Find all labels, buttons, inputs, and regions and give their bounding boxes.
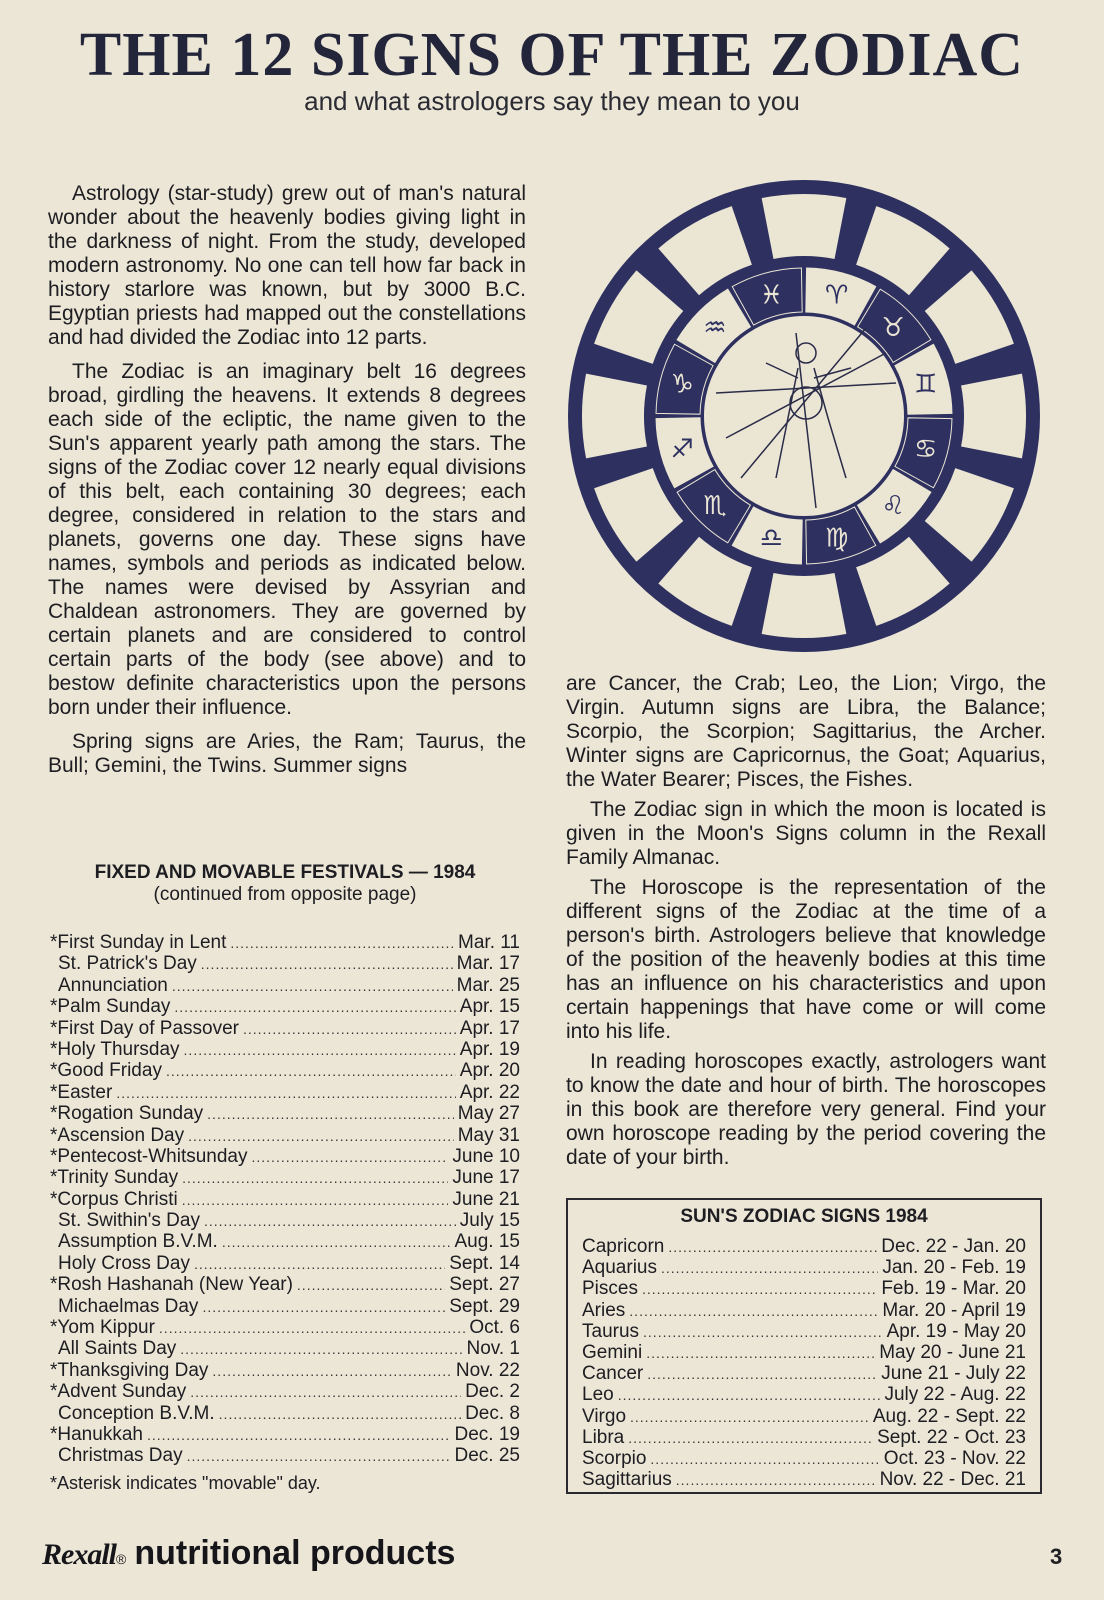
article-paragraph-4: The Zodiac sign in which the moon is located is given in the Moon's Signs column in the Rexall Family Almanac. bbox=[566, 798, 1046, 869]
sun-sign-row bbox=[582, 1236, 1026, 1257]
article-paragraph-6: In reading horoscopes exactly, astrologers want to know the date and hour of birth. The horoscopes in this book are therefore very general. Find your own horoscope reading by the period covering the date of your birth. bbox=[566, 1050, 1046, 1169]
festival-row bbox=[50, 1082, 520, 1103]
dot-leader bbox=[182, 1190, 449, 1211]
festivals-section bbox=[50, 862, 520, 1494]
festival-date: July 15 bbox=[459, 1210, 520, 1232]
registered-mark: ® bbox=[116, 1551, 127, 1567]
dot-leader bbox=[207, 1104, 454, 1125]
sun-sign-name: Gemini bbox=[582, 1341, 643, 1363]
sun-sign-dates: Aug. 22 - Sept. 22 bbox=[872, 1405, 1026, 1427]
festival-row bbox=[50, 1146, 520, 1167]
dot-leader bbox=[116, 1083, 455, 1104]
festival-date: Sept. 29 bbox=[449, 1295, 520, 1317]
sun-sign-dates: Mar. 20 - April 19 bbox=[882, 1299, 1026, 1321]
sun-sign-name: Leo bbox=[582, 1384, 614, 1406]
festival-date: Apr. 17 bbox=[459, 1017, 520, 1039]
festival-row bbox=[50, 1018, 520, 1039]
dot-leader bbox=[230, 933, 454, 954]
sun-sign-row bbox=[582, 1406, 1026, 1427]
wheel-center bbox=[704, 316, 904, 516]
festival-date: Apr. 22 bbox=[459, 1081, 520, 1103]
festival-date: June 17 bbox=[452, 1167, 520, 1189]
festival-row bbox=[50, 1317, 520, 1338]
dot-leader bbox=[676, 1470, 876, 1491]
festival-name: Christmas Day bbox=[58, 1445, 183, 1467]
zodiac-animal-panel bbox=[762, 573, 847, 638]
article-paragraph-3-continued: are Cancer, the Crab; Leo, the Lion; Virgo, the Virgin. Autumn signs are Libra, the Balance; Scorpio, the Scorpion; Sagittarius, the Archer. Winter signs are Capricornus, the Goat; Aquarius, the Water Bearer; Pisces, the Fishes. bbox=[566, 672, 1046, 791]
sun-sign-row bbox=[582, 1363, 1026, 1384]
dot-leader bbox=[204, 1211, 456, 1232]
sun-sign-row bbox=[582, 1278, 1026, 1299]
sun-sign-name: Libra bbox=[582, 1426, 625, 1448]
festival-row bbox=[50, 1039, 520, 1060]
festival-name: *First Sunday in Lent bbox=[50, 932, 227, 953]
page-title: THE 12 SIGNS OF THE ZODIAC bbox=[79, 21, 1025, 89]
sun-sign-dates: July 22 - Aug. 22 bbox=[884, 1384, 1026, 1406]
festival-date: Aug. 15 bbox=[454, 1231, 520, 1253]
festival-date: Dec. 8 bbox=[465, 1402, 520, 1424]
festival-date: Nov. 22 bbox=[455, 1359, 520, 1381]
festival-row bbox=[50, 1103, 520, 1124]
sun-sign-dates: Dec. 22 - Jan. 20 bbox=[881, 1236, 1026, 1257]
zodiac-glyph: ♋ bbox=[914, 434, 938, 465]
sun-sign-name: Sagittarius bbox=[582, 1469, 672, 1491]
zodiac-glyph: ♉ bbox=[881, 312, 905, 343]
festival-name: *Thanksgiving Day bbox=[50, 1359, 209, 1381]
zodiac-glyph: ♏ bbox=[703, 491, 727, 522]
dot-leader bbox=[194, 1254, 445, 1275]
festival-date: Dec. 19 bbox=[454, 1423, 520, 1445]
dot-leader bbox=[187, 1446, 451, 1467]
sun-sign-name: Cancer bbox=[582, 1363, 644, 1385]
article-paragraph-1: Astrology (star-study) grew out of man's natural wonder about the heavenly bodies giving light in the darkness of night. From the study, developed modern astronomy. No one can tell how far back in history starlore was known, but by 3000 B.C. Egyptian priests had mapped out the constellations and had divided the Zodiac into 12 parts. bbox=[48, 182, 526, 349]
festival-row bbox=[50, 1060, 520, 1081]
festival-date: June 21 bbox=[452, 1188, 520, 1210]
sun-sign-row bbox=[582, 1342, 1026, 1363]
dot-leader bbox=[180, 1339, 462, 1360]
festival-name: *Easter bbox=[50, 1081, 113, 1103]
festival-row bbox=[50, 1210, 520, 1231]
footer-brand bbox=[42, 1534, 455, 1573]
festival-date: Apr. 20 bbox=[459, 1060, 520, 1082]
zodiac-glyph: ♑ bbox=[670, 369, 694, 400]
sun-sign-row bbox=[582, 1321, 1026, 1342]
dot-leader bbox=[212, 1361, 452, 1382]
zodiac-glyph: ♊ bbox=[914, 369, 938, 400]
dot-leader bbox=[628, 1428, 873, 1449]
festival-date: Mar. 11 bbox=[458, 932, 520, 953]
dot-leader bbox=[243, 1019, 456, 1040]
dot-leader bbox=[618, 1385, 881, 1406]
festival-name: *Hanukkah bbox=[50, 1423, 143, 1445]
festival-date: Sept. 27 bbox=[449, 1274, 520, 1296]
article-paragraph-5: The Horoscope is the representation of the different signs of the Zodiac at the time of a person's birth. Astrologers believe that knowledge of the position of the heavenly bodies at this time has an influence on his characteristics and upon certain happenings that have come or will come into his life. bbox=[566, 876, 1046, 1043]
zodiac-glyph: ♌ bbox=[881, 491, 905, 522]
article-paragraph-2: The Zodiac is an imaginary belt 16 degrees broad, girdling the heavens. It extends 8 degrees each side of the ecliptic, the name given to the Sun's apparent yearly path among the stars. The signs of the Zodiac cover 12 nearly equal divisions of this belt, each containing 30 degrees; each degree, considered in relation to the stars and planets, governs one day. These signs have names, symbols and periods as indicated below. The names were devised by Assyrian and Chaldean astronomers. They are governed by certain planets and are considered to control certain parts of the body (see above) and to bestow definite characteristics upon the persons born under their influence. bbox=[48, 360, 526, 719]
dot-leader bbox=[642, 1279, 877, 1300]
sun-sign-dates: Sept. 22 - Oct. 23 bbox=[877, 1426, 1026, 1448]
sun-sign-row bbox=[582, 1384, 1026, 1405]
dot-leader bbox=[219, 1404, 461, 1425]
festival-name: *Corpus Christi bbox=[50, 1188, 178, 1210]
dot-leader bbox=[190, 1382, 461, 1403]
festival-row bbox=[50, 1424, 520, 1445]
festival-date: Nov. 1 bbox=[466, 1338, 520, 1360]
festival-name: Holy Cross Day bbox=[58, 1252, 190, 1274]
dot-leader bbox=[646, 1343, 875, 1364]
festival-name: St. Swithin's Day bbox=[58, 1210, 200, 1232]
festival-row bbox=[50, 996, 520, 1017]
dot-leader bbox=[188, 1126, 454, 1147]
festival-date: May 31 bbox=[457, 1124, 520, 1146]
zodiac-wheel-illustration bbox=[566, 178, 1042, 654]
festival-row bbox=[50, 1125, 520, 1146]
festival-row bbox=[50, 932, 520, 953]
festival-name: Michaelmas Day bbox=[58, 1295, 199, 1317]
festivals-title: FIXED AND MOVABLE FESTIVALS — 1984 bbox=[94, 862, 476, 883]
zodiac-animal-panel bbox=[582, 374, 647, 459]
dot-leader bbox=[182, 1168, 448, 1189]
festival-name: *Advent Sunday bbox=[50, 1381, 187, 1403]
dot-leader bbox=[201, 954, 453, 975]
sun-sign-name: Pisces bbox=[582, 1278, 638, 1300]
festival-row bbox=[50, 1445, 520, 1466]
festival-row bbox=[50, 1231, 520, 1252]
sun-sign-dates: Oct. 23 - Nov. 22 bbox=[883, 1447, 1026, 1469]
footer-tagline: nutritional products bbox=[134, 1534, 456, 1572]
dot-leader bbox=[647, 1364, 877, 1385]
festival-name: *Palm Sunday bbox=[50, 996, 171, 1018]
article-left-column bbox=[48, 182, 526, 788]
sun-sign-dates: Jan. 20 - Feb. 19 bbox=[882, 1257, 1026, 1279]
festival-name: Assumption B.V.M. bbox=[58, 1231, 218, 1253]
page-number: 3 bbox=[1050, 1544, 1063, 1569]
dot-leader bbox=[252, 1147, 449, 1168]
festival-name: *First Day of Passover bbox=[50, 1017, 239, 1039]
sun-sign-name: Aquarius bbox=[582, 1257, 657, 1279]
sun-sign-row bbox=[582, 1300, 1026, 1321]
festival-date: June 10 bbox=[452, 1145, 520, 1167]
zodiac-glyph: ♒ bbox=[703, 312, 727, 343]
festival-name: Conception B.V.M. bbox=[58, 1402, 215, 1424]
festival-name: *Yom Kippur bbox=[50, 1317, 155, 1339]
festival-date: Mar. 25 bbox=[456, 974, 520, 996]
festival-row bbox=[50, 1274, 520, 1295]
sun-sign-name: Scorpio bbox=[582, 1447, 647, 1469]
dot-leader bbox=[668, 1237, 877, 1258]
festival-name: All Saints Day bbox=[58, 1338, 177, 1360]
festival-row bbox=[50, 1167, 520, 1188]
article-paragraph-3: Spring signs are Aries, the Ram; Taurus, the Bull; Gemini, the Twins. Summer signs bbox=[48, 730, 526, 777]
festival-date: Apr. 19 bbox=[459, 1038, 520, 1060]
page-subtitle: and what astrologers say they mean to you bbox=[304, 86, 800, 116]
festivals-footnote: *Asterisk indicates "movable" day. bbox=[50, 1472, 321, 1493]
festival-name: *Holy Thursday bbox=[50, 1038, 180, 1060]
zodiac-glyph: ♎ bbox=[759, 523, 784, 554]
festival-row bbox=[50, 1296, 520, 1317]
festival-name: *Trinity Sunday bbox=[50, 1167, 179, 1189]
dot-leader bbox=[222, 1232, 451, 1253]
sun-sign-row bbox=[582, 1469, 1026, 1490]
festival-date: Mar. 17 bbox=[456, 953, 520, 975]
sun-signs-list bbox=[582, 1236, 1026, 1490]
festival-name: Annunciation bbox=[58, 974, 168, 996]
festival-name: St. Patrick's Day bbox=[58, 953, 197, 975]
sun-sign-name: Capricorn bbox=[582, 1236, 665, 1257]
festival-date: Dec. 2 bbox=[465, 1381, 520, 1403]
dot-leader bbox=[202, 1297, 445, 1318]
dot-leader bbox=[184, 1040, 456, 1061]
festivals-list bbox=[50, 932, 520, 1467]
festival-row bbox=[50, 975, 520, 996]
dot-leader bbox=[661, 1258, 878, 1279]
festival-row bbox=[50, 1189, 520, 1210]
festival-row bbox=[50, 1381, 520, 1402]
festival-name: *Rosh Hashanah (New Year) bbox=[50, 1274, 293, 1296]
sun-sign-name: Virgo bbox=[582, 1405, 627, 1427]
sun-sign-dates: Feb. 19 - Mar. 20 bbox=[881, 1278, 1026, 1300]
rexall-logo: Rexall bbox=[42, 1538, 116, 1571]
sun-sign-name: Aries bbox=[582, 1299, 626, 1321]
festival-name: *Ascension Day bbox=[50, 1124, 185, 1146]
sun-signs-table bbox=[566, 1198, 1042, 1494]
dot-leader bbox=[643, 1322, 883, 1343]
sun-sign-dates: June 21 - July 22 bbox=[881, 1363, 1026, 1385]
sun-sign-dates: May 20 - June 21 bbox=[879, 1341, 1026, 1363]
dot-leader bbox=[629, 1301, 878, 1322]
festival-name: *Rogation Sunday bbox=[50, 1103, 204, 1125]
festival-date: May 27 bbox=[457, 1103, 520, 1125]
dot-leader bbox=[630, 1407, 869, 1428]
festival-date: Sept. 14 bbox=[449, 1252, 520, 1274]
dot-leader bbox=[172, 976, 453, 997]
zodiac-glyph: ♓ bbox=[759, 280, 784, 311]
festival-date: Apr. 15 bbox=[459, 996, 520, 1018]
dot-leader bbox=[650, 1449, 879, 1470]
festivals-subtitle: (continued from opposite page) bbox=[153, 884, 417, 905]
festival-date: Oct. 6 bbox=[469, 1317, 520, 1339]
article-right-column bbox=[566, 672, 1046, 1176]
dot-leader bbox=[297, 1275, 445, 1296]
festival-row bbox=[50, 1403, 520, 1424]
zodiac-animal-panel bbox=[961, 374, 1026, 459]
festival-name: *Good Friday bbox=[50, 1060, 162, 1082]
sun-signs-title: SUN'S ZODIAC SIGNS 1984 bbox=[680, 1206, 928, 1227]
sun-sign-row bbox=[582, 1448, 1026, 1469]
festival-row bbox=[50, 953, 520, 974]
sun-sign-dates: Nov. 22 - Dec. 21 bbox=[879, 1469, 1026, 1491]
festival-row bbox=[50, 1253, 520, 1274]
dot-leader bbox=[166, 1061, 456, 1082]
sun-sign-row bbox=[582, 1427, 1026, 1448]
sun-sign-dates: Apr. 19 - May 20 bbox=[886, 1320, 1026, 1342]
sun-sign-name: Taurus bbox=[582, 1320, 640, 1342]
zodiac-glyph: ♐ bbox=[670, 434, 694, 465]
dot-leader bbox=[159, 1318, 465, 1339]
dot-leader bbox=[174, 997, 455, 1018]
zodiac-glyph: ♈ bbox=[824, 280, 849, 311]
festival-name: *Pentecost-Whitsunday bbox=[50, 1145, 248, 1167]
zodiac-animal-panel bbox=[762, 194, 847, 259]
sun-sign-row bbox=[582, 1257, 1026, 1278]
dot-leader bbox=[147, 1425, 451, 1446]
festival-row bbox=[50, 1360, 520, 1381]
festival-row bbox=[50, 1338, 520, 1359]
festival-date: Dec. 25 bbox=[454, 1445, 520, 1467]
zodiac-glyph: ♍ bbox=[824, 523, 849, 554]
